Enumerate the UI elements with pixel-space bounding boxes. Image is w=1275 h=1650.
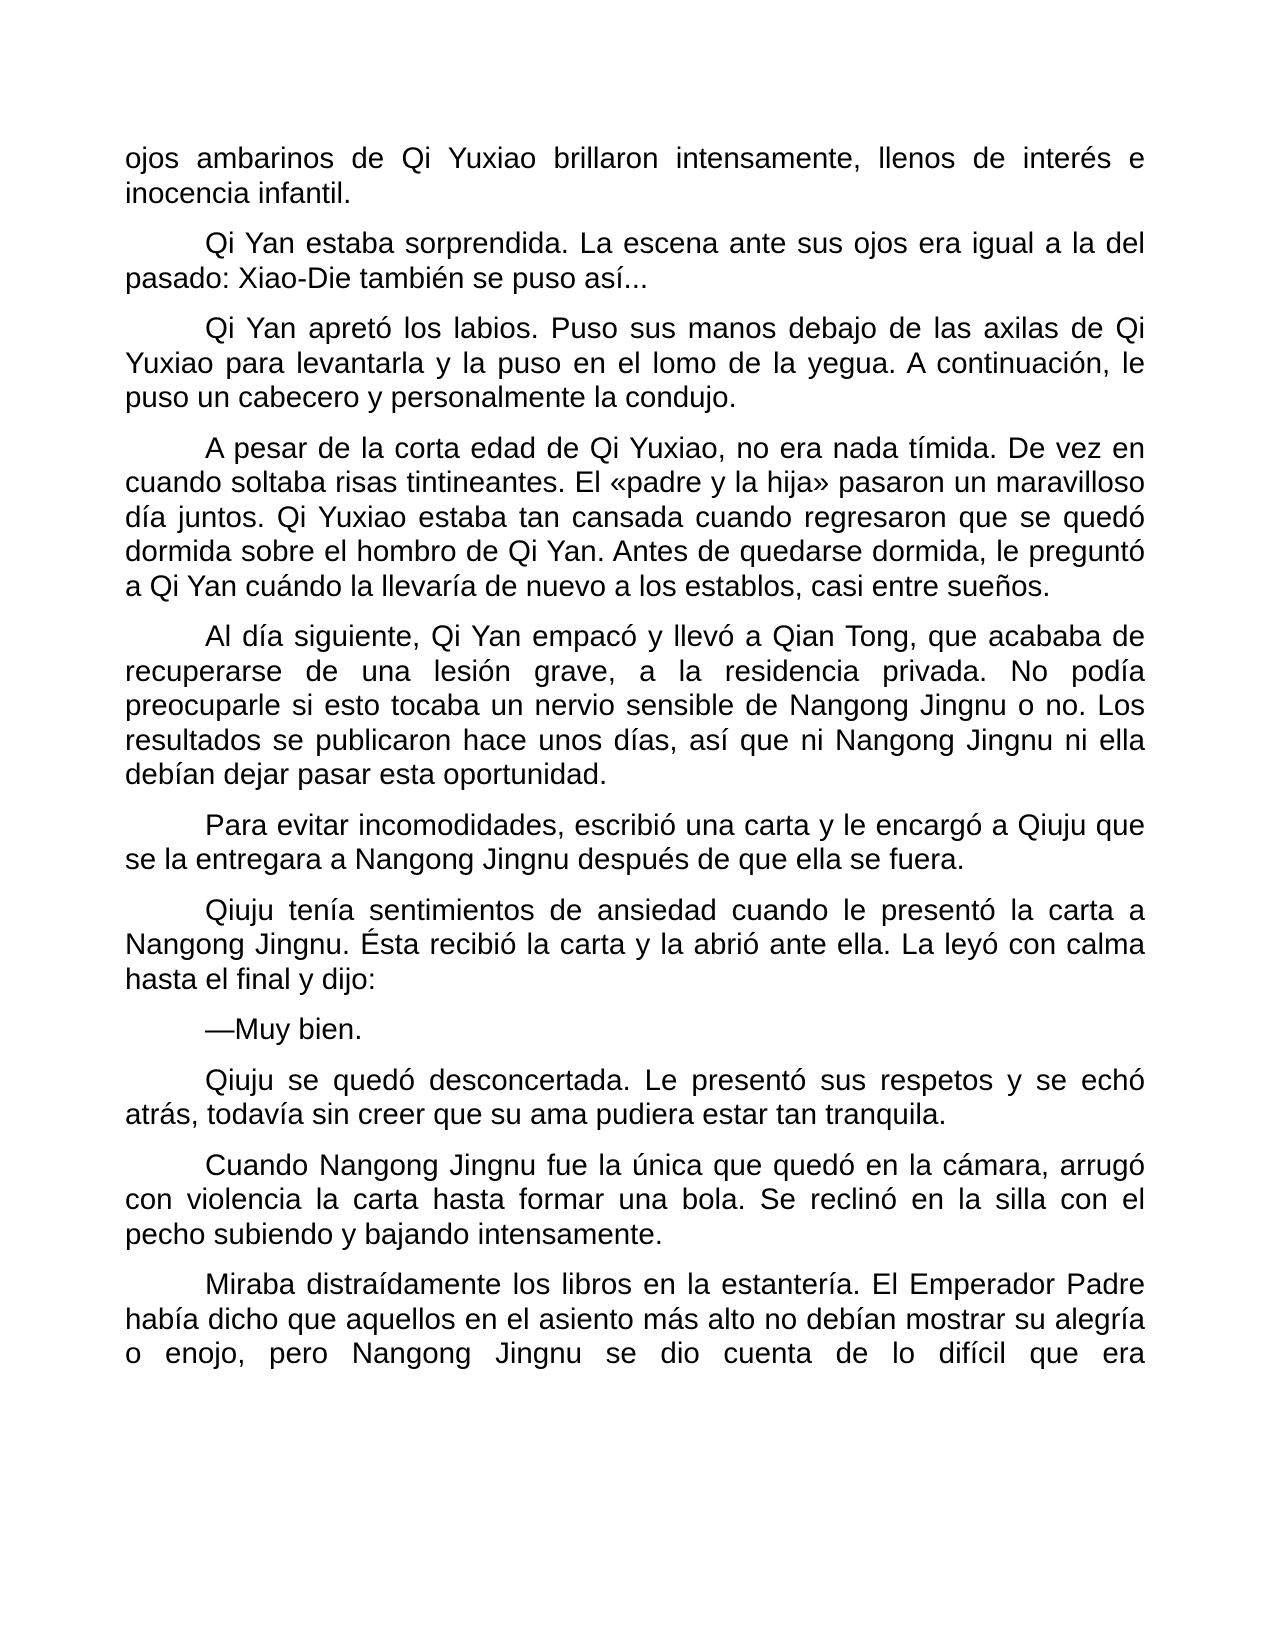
paragraph-6: Para evitar incomodidades, escribió una carta y le encargó a Qiuju que se la entregara a Nangong Jingnu después de que ella se fuera.	[125, 808, 1145, 876]
paragraph-10: Cuando Nangong Jingnu fue la única que quedó en la cámara, arrugó con violencia la carta hasta formar una bola. Se reclinó en la silla con el pecho subiendo y bajando intensamente.	[125, 1148, 1145, 1251]
paragraph-11: Miraba distraídamente los libros en la estantería. El Emperador Padre había dicho que aquellos en el asiento más alto no debían mostrar su alegría o enojo, pero Nangong Jingnu se dio cuenta de lo difícil que era	[125, 1268, 1145, 1370]
paragraph-1: ojos ambarinos de Qi Yuxiao brillaron intensamente, llenos de interés e inocencia infantil.	[125, 142, 1145, 210]
paragraph-5: Al día siguiente, Qi Yan empacó y llevó a Qian Tong, que acababa de recuperarse de una lesión grave, a la residencia privada. No podía preocuparle si esto tocaba un nervio sensible de Nangong Jingnu o no. Los resultados se publicaron hace unos días, así que ni Nangong Jingnu ni ella debían dejar pasar esta oportunidad.	[125, 620, 1145, 791]
paragraph-4: A pesar de la corta edad de Qi Yuxiao, no era nada tímida. De vez en cuando soltaba risas tintineantes. El «padre y la hija» pasaron un maravilloso día juntos. Qi Yuxiao estaba tan cansada cuando regresaron que se quedó dormida sobre el hombro de Qi Yan. Antes de quedarse dormida, le preguntó a Qi Yan cuándo la llevaría de nuevo a los establos, casi entre sueños.	[125, 431, 1145, 603]
paragraph-8: —Muy bien.	[205, 1013, 363, 1046]
paragraph-2: Qi Yan estaba sorprendida. La escena ante sus ojos era igual a la del pasado: Xiao-Die también se puso así...	[125, 227, 1145, 295]
document-page	[125, 142, 1145, 1388]
paragraph-7: Qiuju tenía sentimientos de ansiedad cuando le presentó la carta a Nangong Jingnu. Ésta recibió la carta y la abrió ante ella. La leyó con calma hasta el final y dijo:	[125, 893, 1145, 996]
paragraph-9: Qiuju se quedó desconcertada. Le presentó sus respetos y se echó atrás, todavía sin creer que su ama pudiera estar tan tranquila.	[125, 1063, 1145, 1131]
paragraph-3: Qi Yan apretó los labios. Puso sus manos debajo de las axilas de Qi Yuxiao para levantarla y la puso en el lomo de la yegua. A continuación, le puso un cabecero y personalmente la condujo.	[125, 312, 1145, 414]
